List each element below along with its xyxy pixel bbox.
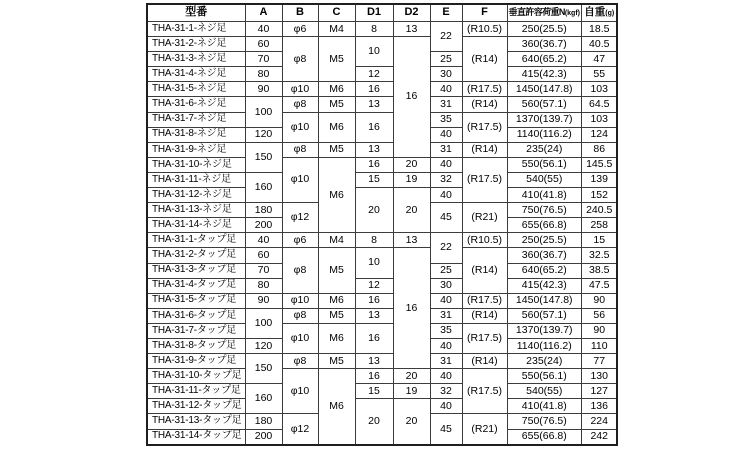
column-header-label: 型番 <box>185 6 208 19</box>
value-cell: φ12 <box>282 414 318 445</box>
value-cell: 40.5 <box>581 37 617 52</box>
value-cell: 20 <box>355 399 393 445</box>
value-cell: 150 <box>245 354 282 384</box>
value-cell: 40 <box>430 157 462 172</box>
model-cell: THA-31-7-ネジ足 <box>147 112 245 127</box>
value-cell: φ8 <box>282 37 318 82</box>
value-cell: 16 <box>355 369 393 384</box>
table-body <box>147 22 617 445</box>
column-header-label: D2 <box>404 6 419 19</box>
value-cell: 90 <box>245 293 282 308</box>
value-cell: 16 <box>355 323 393 353</box>
value-cell: 560(57.1) <box>507 97 581 112</box>
value-cell: 16 <box>393 37 430 158</box>
value-cell: 20 <box>393 369 430 384</box>
table-row <box>147 278 617 293</box>
value-cell: 30 <box>430 67 462 82</box>
table-row <box>147 188 617 203</box>
value-cell: (R14) <box>462 142 507 157</box>
table-row <box>147 399 617 414</box>
column-header-label: A <box>259 6 268 19</box>
value-cell: 45 <box>430 414 462 445</box>
value-cell: 40 <box>245 22 282 37</box>
value-cell: 40 <box>430 127 462 142</box>
value-cell: 15 <box>581 233 617 248</box>
value-cell: (R14) <box>462 248 507 293</box>
value-cell: 22 <box>430 233 462 263</box>
value-cell: 540(55) <box>507 384 581 399</box>
value-cell: 1370(139.7) <box>507 323 581 338</box>
value-cell: 235(24) <box>507 354 581 369</box>
value-cell: φ8 <box>282 354 318 369</box>
value-cell: 55 <box>581 67 617 82</box>
spec-table <box>146 3 618 446</box>
value-cell: 25 <box>430 52 462 67</box>
table-row <box>147 293 617 308</box>
value-cell: 32 <box>430 384 462 399</box>
table-row <box>147 354 617 369</box>
column-header <box>147 4 245 22</box>
value-cell: (R17.5) <box>462 323 507 353</box>
value-cell: (R21) <box>462 414 507 445</box>
value-cell: 8 <box>355 233 393 248</box>
column-header <box>430 4 462 22</box>
table-row <box>147 308 617 323</box>
value-cell: 22 <box>430 22 462 52</box>
model-cell: THA-31-1-タップ足 <box>147 233 245 248</box>
value-cell: 127 <box>581 384 617 399</box>
value-cell: M4 <box>318 233 355 248</box>
value-cell: φ12 <box>282 203 318 233</box>
value-cell: (R17.5) <box>462 157 507 202</box>
value-cell: 35 <box>430 323 462 338</box>
value-cell: 100 <box>245 308 282 338</box>
value-cell: 40 <box>430 82 462 97</box>
value-cell: 32.5 <box>581 248 617 263</box>
value-cell: (R21) <box>462 203 507 233</box>
value-cell: 25 <box>430 263 462 278</box>
value-cell: (R17.5) <box>462 293 507 308</box>
value-cell: 750(76.5) <box>507 203 581 218</box>
header-row <box>147 4 617 22</box>
model-cell: THA-31-7-タップ足 <box>147 323 245 338</box>
value-cell: 360(36.7) <box>507 248 581 263</box>
value-cell: 86 <box>581 142 617 157</box>
table-row <box>147 172 617 187</box>
model-cell: THA-31-6-ネジ足 <box>147 97 245 112</box>
column-header <box>462 4 507 22</box>
table-row <box>147 248 617 263</box>
value-cell: 47.5 <box>581 278 617 293</box>
value-cell: 15 <box>355 384 393 399</box>
value-cell: 8 <box>355 22 393 37</box>
model-cell: THA-31-14-ネジ足 <box>147 218 245 233</box>
value-cell: φ8 <box>282 142 318 157</box>
table-row <box>147 142 617 157</box>
value-cell: 60 <box>245 37 282 52</box>
column-header <box>318 4 355 22</box>
table-row <box>147 384 617 399</box>
value-cell: 250(25.5) <box>507 233 581 248</box>
model-cell: THA-31-9-タップ足 <box>147 354 245 369</box>
value-cell: 20 <box>393 188 430 233</box>
value-cell: 16 <box>355 157 393 172</box>
value-cell: φ8 <box>282 248 318 293</box>
value-cell: φ10 <box>282 323 318 353</box>
value-cell: φ10 <box>282 112 318 142</box>
value-cell: 110 <box>581 338 617 353</box>
value-cell: 242 <box>581 429 617 445</box>
value-cell: 35 <box>430 112 462 127</box>
value-cell: 38.5 <box>581 263 617 278</box>
value-cell: 258 <box>581 218 617 233</box>
column-header-unit: (g) <box>605 10 615 18</box>
model-cell: THA-31-4-タップ足 <box>147 278 245 293</box>
value-cell: 60 <box>245 248 282 263</box>
value-cell: 31 <box>430 354 462 369</box>
value-cell: φ8 <box>282 308 318 323</box>
model-cell: THA-31-11-タップ足 <box>147 384 245 399</box>
value-cell: 20 <box>355 188 393 233</box>
column-header-label: F <box>481 6 488 19</box>
value-cell: 103 <box>581 82 617 97</box>
model-cell: THA-31-3-タップ足 <box>147 263 245 278</box>
model-cell: THA-31-6-タップ足 <box>147 308 245 323</box>
table-row <box>147 323 617 338</box>
model-cell: THA-31-5-ネジ足 <box>147 82 245 97</box>
value-cell: 124 <box>581 127 617 142</box>
model-cell: THA-31-3-ネジ足 <box>147 52 245 67</box>
value-cell: 77 <box>581 354 617 369</box>
value-cell: 1140(116.2) <box>507 338 581 353</box>
value-cell: (R14) <box>462 308 507 323</box>
value-cell: 1450(147.8) <box>507 293 581 308</box>
value-cell: 16 <box>355 112 393 142</box>
model-cell: THA-31-10-タップ足 <box>147 369 245 384</box>
value-cell: 560(57.1) <box>507 308 581 323</box>
value-cell: 30 <box>430 278 462 293</box>
value-cell: 16 <box>355 293 393 308</box>
value-cell: 56 <box>581 308 617 323</box>
value-cell: 80 <box>245 278 282 293</box>
column-header <box>355 4 393 22</box>
column-header-label: 自重 <box>584 6 606 19</box>
value-cell: (R14) <box>462 37 507 82</box>
value-cell: 13 <box>355 308 393 323</box>
model-cell: THA-31-2-タップ足 <box>147 248 245 263</box>
value-cell: M5 <box>318 308 355 323</box>
value-cell: 750(76.5) <box>507 414 581 429</box>
value-cell: M5 <box>318 37 355 82</box>
model-cell: THA-31-4-ネジ足 <box>147 67 245 82</box>
value-cell: 550(56.1) <box>507 369 581 384</box>
value-cell: 180 <box>245 414 282 429</box>
value-cell: 235(24) <box>507 142 581 157</box>
value-cell: 10 <box>355 248 393 278</box>
value-cell: 90 <box>581 293 617 308</box>
model-cell: THA-31-8-タップ足 <box>147 338 245 353</box>
value-cell: (R14) <box>462 97 507 112</box>
value-cell: φ6 <box>282 233 318 248</box>
value-cell: 16 <box>393 248 430 369</box>
value-cell: M6 <box>318 323 355 353</box>
value-cell: 13 <box>393 233 430 248</box>
value-cell: φ10 <box>282 369 318 414</box>
value-cell: M5 <box>318 248 355 293</box>
value-cell: 13 <box>393 22 430 37</box>
table-header <box>147 4 617 22</box>
value-cell: M6 <box>318 369 355 445</box>
value-cell: 40 <box>430 293 462 308</box>
table-row <box>147 369 617 384</box>
value-cell: (R17.5) <box>462 369 507 414</box>
value-cell: 139 <box>581 172 617 187</box>
value-cell: 152 <box>581 188 617 203</box>
value-cell: φ10 <box>282 82 318 97</box>
value-cell: 415(42.3) <box>507 67 581 82</box>
value-cell: 31 <box>430 142 462 157</box>
value-cell: 20 <box>393 399 430 445</box>
value-cell: 540(55) <box>507 172 581 187</box>
value-cell: 16 <box>355 82 393 97</box>
value-cell: φ10 <box>282 157 318 202</box>
column-header <box>507 4 581 22</box>
value-cell: 655(66.8) <box>507 429 581 445</box>
model-cell: THA-31-2-ネジ足 <box>147 37 245 52</box>
value-cell: 640(65.2) <box>507 52 581 67</box>
model-cell: THA-31-9-ネジ足 <box>147 142 245 157</box>
column-header-label: C <box>332 6 341 19</box>
value-cell: 130 <box>581 369 617 384</box>
value-cell: 20 <box>393 157 430 172</box>
table-row <box>147 67 617 82</box>
value-cell: 19 <box>393 172 430 187</box>
value-cell: φ10 <box>282 293 318 308</box>
value-cell: 240.5 <box>581 203 617 218</box>
value-cell: 136 <box>581 399 617 414</box>
value-cell: 64.5 <box>581 97 617 112</box>
table-row <box>147 82 617 97</box>
value-cell: 250(25.5) <box>507 22 581 37</box>
model-cell: THA-31-10-ネジ足 <box>147 157 245 172</box>
value-cell: 150 <box>245 142 282 172</box>
value-cell: 1140(116.2) <box>507 127 581 142</box>
value-cell: 200 <box>245 218 282 233</box>
model-cell: THA-31-13-タップ足 <box>147 414 245 429</box>
value-cell: 160 <box>245 172 282 202</box>
value-cell: 120 <box>245 338 282 353</box>
value-cell: 550(56.1) <box>507 157 581 172</box>
value-cell: 180 <box>245 203 282 218</box>
value-cell: 13 <box>355 142 393 157</box>
value-cell: 13 <box>355 97 393 112</box>
table-row <box>147 157 617 172</box>
model-cell: THA-31-12-タップ足 <box>147 399 245 414</box>
table-row <box>147 233 617 248</box>
value-cell: 410(41.8) <box>507 399 581 414</box>
value-cell: (R14) <box>462 354 507 369</box>
value-cell: 40 <box>245 233 282 248</box>
column-header <box>581 4 617 22</box>
value-cell: 12 <box>355 278 393 293</box>
value-cell: 13 <box>355 354 393 369</box>
column-header-label: 垂直許容荷重N <box>508 7 565 18</box>
value-cell: 32 <box>430 172 462 187</box>
column-header-label: B <box>296 6 304 19</box>
value-cell: 80 <box>245 67 282 82</box>
model-cell: THA-31-5-タップ足 <box>147 293 245 308</box>
column-header-unit: (kgf) <box>564 10 580 18</box>
value-cell: 15 <box>355 172 393 187</box>
value-cell: 224 <box>581 414 617 429</box>
model-cell: THA-31-13-ネジ足 <box>147 203 245 218</box>
value-cell: 12 <box>355 67 393 82</box>
column-header <box>282 4 318 22</box>
value-cell: 145.5 <box>581 157 617 172</box>
value-cell: φ6 <box>282 22 318 37</box>
table-row <box>147 22 617 37</box>
value-cell: M5 <box>318 142 355 157</box>
table-row <box>147 112 617 127</box>
value-cell: M5 <box>318 97 355 112</box>
model-cell: THA-31-11-ネジ足 <box>147 172 245 187</box>
value-cell: M6 <box>318 157 355 232</box>
value-cell: 90 <box>245 82 282 97</box>
value-cell: (R10.5) <box>462 233 507 248</box>
column-header-label: E <box>442 6 450 19</box>
value-cell: 10 <box>355 37 393 67</box>
value-cell: φ8 <box>282 97 318 112</box>
value-cell: 415(42.3) <box>507 278 581 293</box>
value-cell: M6 <box>318 82 355 97</box>
model-cell: THA-31-14-タップ足 <box>147 429 245 445</box>
value-cell: 90 <box>581 323 617 338</box>
value-cell: 47 <box>581 52 617 67</box>
value-cell: 40 <box>430 369 462 384</box>
value-cell: 18.5 <box>581 22 617 37</box>
model-cell: THA-31-1-ネジ足 <box>147 22 245 37</box>
value-cell: 45 <box>430 203 462 233</box>
model-cell: THA-31-8-ネジ足 <box>147 127 245 142</box>
value-cell: 70 <box>245 263 282 278</box>
value-cell: M5 <box>318 354 355 369</box>
value-cell: 40 <box>430 399 462 414</box>
table-row <box>147 37 617 52</box>
column-header <box>393 4 430 22</box>
value-cell: 160 <box>245 384 282 414</box>
value-cell: 655(66.8) <box>507 218 581 233</box>
column-header-label: D1 <box>366 6 382 19</box>
value-cell: 200 <box>245 429 282 445</box>
value-cell: 1370(139.7) <box>507 112 581 127</box>
value-cell: M6 <box>318 112 355 142</box>
value-cell: 40 <box>430 338 462 353</box>
value-cell: 640(65.2) <box>507 263 581 278</box>
value-cell: 31 <box>430 97 462 112</box>
value-cell: 1450(147.8) <box>507 82 581 97</box>
value-cell: 360(36.7) <box>507 37 581 52</box>
value-cell: 19 <box>393 384 430 399</box>
value-cell: (R17.5) <box>462 112 507 142</box>
value-cell: M6 <box>318 293 355 308</box>
value-cell: 31 <box>430 308 462 323</box>
table-row <box>147 97 617 112</box>
value-cell: M4 <box>318 22 355 37</box>
value-cell: 40 <box>430 188 462 203</box>
column-header <box>245 4 282 22</box>
value-cell: 120 <box>245 127 282 142</box>
value-cell: (R10.5) <box>462 22 507 37</box>
value-cell: (R17.5) <box>462 82 507 97</box>
model-cell: THA-31-12-ネジ足 <box>147 188 245 203</box>
value-cell: 410(41.8) <box>507 188 581 203</box>
value-cell: 100 <box>245 97 282 127</box>
value-cell: 70 <box>245 52 282 67</box>
value-cell: 103 <box>581 112 617 127</box>
